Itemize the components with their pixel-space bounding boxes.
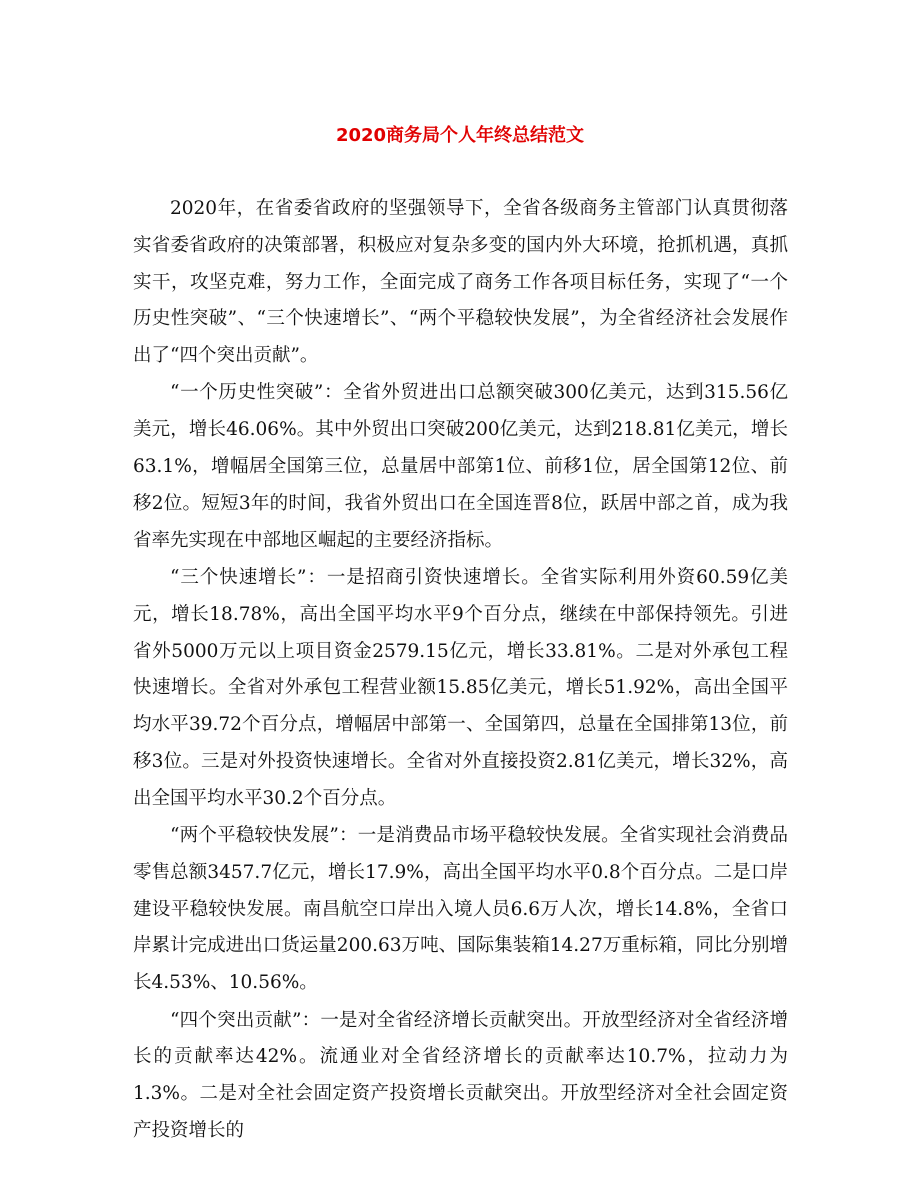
paragraph-intro: 2020年，在省委省政府的坚强领导下，全省各级商务主管部门认真贯彻落实省委省政府的决策部署，积极应对复杂多变的国内外大环境，抢抓机遇，真抓实干，攻坚克难，努力工作，全面完成了商务工作各项目标任务，实现了“一个历史性突破”、“三个快速增长”、“两个平稳较快发展”，为全省经济社会发展作出了“四个突出贡献”。	[133, 198, 788, 367]
paragraph-two-stable-developments: “两个平稳较快发展”：一是消费品市场平稳较快发展。全省实现社会消费品零售总额3457.7亿元，增长17.9%，高出全国平均水平0.8个百分点。二是口岸建设平稳较快发展。南昌航空口岸出入境人员6.6万人次，增长14.8%，全省口岸累计完成进出口货运量200.63万吨、国际集装箱14.27万重标箱，同比分别增长4.53%、10.56%。	[133, 825, 788, 994]
paragraph-four-contributions: “四个突出贡献”：一是对全省经济增长贡献突出。开放型经济对全省经济增长的贡献率达42%。流通业对全省经济增长的贡献率达10.7%，拉动力为1.3%。二是对全社会固定资产投资增长贡献突出。开放型经济对全社会固定资产投资增长的	[133, 1009, 788, 1141]
document-body	[133, 191, 788, 1150]
document-title: 2020商务局个人年终总结范文	[335, 125, 585, 146]
paragraph-historic-breakthrough: “一个历史性突破”：全省外贸进出口总额突破300亿美元，达到315.56亿美元，增长46.06%。其中外贸出口突破200亿美元，达到218.81亿美元，增长63.1%，增幅居全国第三位，总量居中部第1位、前移1位，居全国第12位、前移2位。短短3年的时间，我省外贸出口在全国连晋8位，跃居中部之首，成为我省率先实现在中部地区崛起的主要经济指标。	[133, 382, 788, 551]
paragraph-three-rapid-growths: “三个快速增长”：一是招商引资快速增长。全省实际利用外资60.59亿美元，增长18.78%，高出全国平均水平9个百分点，继续在中部保持领先。引进省外5000万元以上项目资金2579.15亿元，增长33.81%。二是对外承包工程快速增长。全省对外承包工程营业额15.85亿美元，增长51.92%，高出全国平均水平39.72个百分点，增幅居中部第一、全国第四，总量在全国排第13位，前移3位。三是对外投资快速增长。全省对外直接投资2.81亿美元，增长32%，高出全国平均水平30.2个百分点。	[133, 566, 788, 809]
